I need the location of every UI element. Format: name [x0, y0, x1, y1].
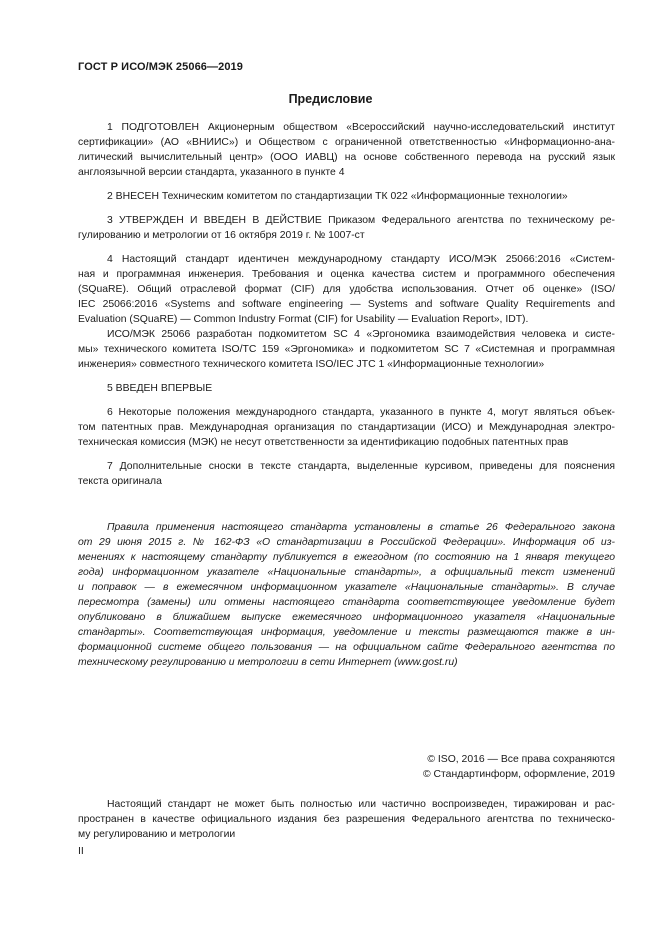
- copyright-standartinform: © Стандартинформ, оформление, 2019: [422, 769, 615, 780]
- text-line: 1 ПОДГОТОВЛЕН Акционерным обществом «Всероссийский научно-исследовательский институт: [107, 122, 615, 133]
- text-line: опубликовано в ближайшем выпуске ежемесячного информационного указателя «Национальные: [78, 612, 615, 623]
- text-line: пространен в качестве официального издания без разрешения Федерального агентства по техническо-: [78, 814, 615, 825]
- text-line: года) информационном указателе «Национальные стандарты», а официальный текст изменений: [78, 567, 615, 578]
- text-line: 4 Настоящий стандарт идентичен международному стандарту ИСО/МЭК 25066:2016 «Систем-: [107, 254, 615, 265]
- text-line: литический вычислительный центр» (ООО ИАВЦ) на основе собственного перевода на русский язык: [78, 152, 615, 163]
- text-line: и поправок — в ежемесячном информационном указателе «Национальные стандарты». В случае: [78, 582, 615, 593]
- copyright-iso: © ISO, 2016 — Все права сохраняются: [427, 754, 615, 765]
- text-line: пересмотра (замены) или отмены настоящего стандарта соответствующее уведомление будет: [78, 597, 615, 608]
- text-line: (SQuaRE). Общий отраслевой формат (CIF) для удобства использования. Отчет об оценке» (ISO/: [78, 284, 615, 295]
- text-line: стандарты». Соответствующая информация, уведомление и тексты размещаются также в ин-: [78, 627, 615, 638]
- text-line: 7 Дополнительные сноски в тексте стандарта, выделенные курсивом, приведены для пояснения: [107, 461, 615, 472]
- text-line: англоязычной версии стандарта, указанного в пункте 4: [78, 167, 345, 178]
- text-line: менениях к настоящему стандарту публикуется в ежегодном (по состоянию на 1 января текущего: [78, 552, 615, 563]
- text-line: 3 УТВЕРЖДЕН И ВВЕДЕН В ДЕЙСТВИЕ Приказом Федерального агентства по техническому ре-: [107, 215, 615, 226]
- text-line: текста оригинала: [78, 476, 162, 487]
- text-line: гулированию и метрологии от 16 октября 2019 г. № 1007-ст: [78, 230, 365, 241]
- section-title: Предисловие: [288, 92, 373, 106]
- text-line: 2 ВНЕСЕН Техническим комитетом по стандартизации ТК 022 «Информационные технологии»: [107, 191, 568, 202]
- text-line: том патентных прав. Международная организация по стандартизации (ИСО) и Международная электро-: [78, 422, 615, 433]
- text-line: ИСО/МЭК 25066 разработан подкомитетом SC 4 «Эргономика взаимодействия человека и систе-: [107, 329, 615, 340]
- text-line: 6 Некоторые положения международного стандарта, указанного в пункте 4, могут являться объек-: [107, 407, 615, 418]
- text-line: ная и программная инженерия. Требования и оценка качества систем и программного обеспечения: [78, 269, 615, 280]
- text-line: инженерия» совместного технического комитета ISO/IEC JTC 1 «Информационные технологии»: [78, 359, 545, 370]
- page-number: II: [78, 845, 84, 857]
- text-line: Evaluation (SQuaRE) — Common Industry Format (CIF) for Usability — Evaluation Report», IDT).: [78, 314, 529, 325]
- text-line: Правила применения настоящего стандарта установлены в статье 26 Федерального закона: [107, 522, 615, 533]
- text-line: мы» технического комитета ISO/TC 159 «Эргономика» и подкомитетом SC 7 «Системная и программная: [78, 344, 615, 355]
- text-line: сертификации» (АО «ВНИИС») и Обществом с ограниченной ответственностью «Информационно-ана-: [78, 137, 615, 148]
- text-line: формационной системе общего пользования — на официальном сайте Федерального агентства по: [78, 642, 615, 653]
- document-code-header: ГОСТ Р ИСО/МЭК 25066—2019: [78, 61, 243, 73]
- text-line: Настоящий стандарт не может быть полностью или частично воспроизведен, тиражирован и рас-: [107, 799, 615, 810]
- text-line: му регулированию и метрологии: [78, 829, 236, 840]
- text-line: IEC 25066:2016 «Systems and software engineering — Systems and software Quality Requirements and: [78, 299, 615, 310]
- text-line: техническому регулированию и метрологии в сети Интернет (www.gost.ru): [78, 657, 458, 668]
- text-line: 5 ВВЕДЕН ВПЕРВЫЕ: [107, 383, 213, 394]
- text-line: техническая комиссия (МЭК) не несут ответственности за идентификацию подобных патентных прав: [78, 437, 569, 448]
- text-line: от 29 июня 2015 г. № 162-ФЗ «О стандартизации в Российской Федерации». Информация об из-: [78, 537, 615, 548]
